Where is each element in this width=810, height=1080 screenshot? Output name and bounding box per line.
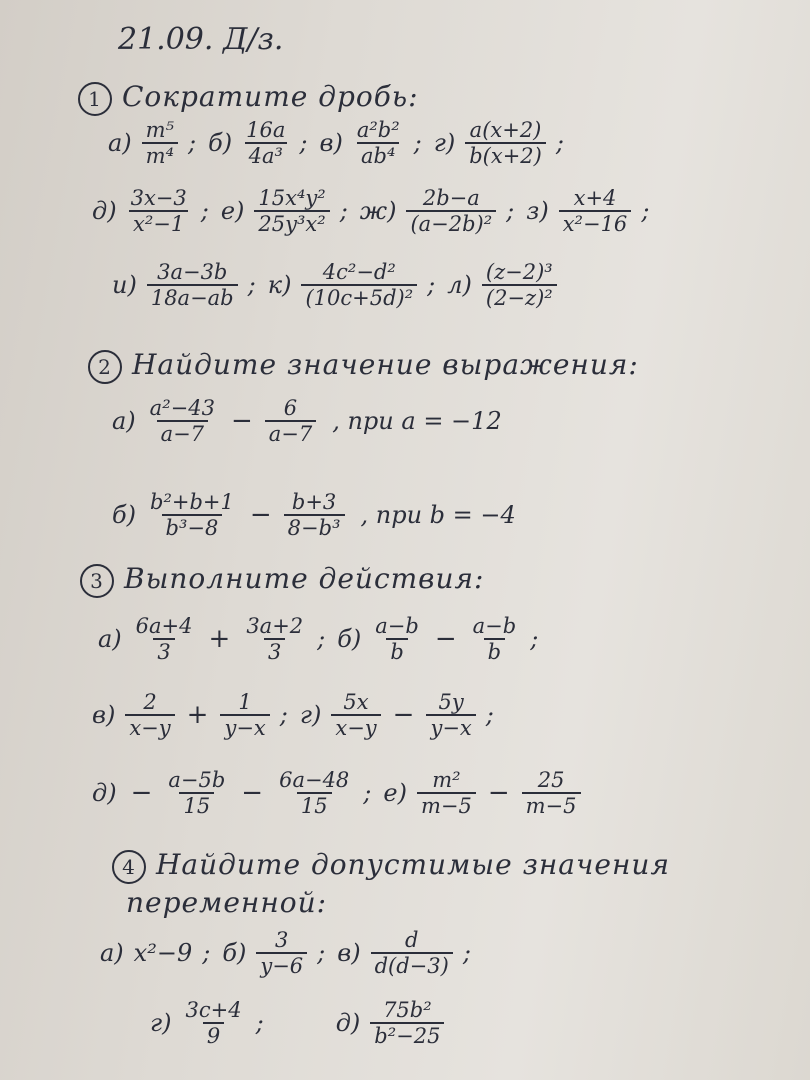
task-2-number: 2 [88,350,122,384]
task-1-title: Сократите дробь: [122,80,419,113]
task-3-title: Выполните действия: [124,562,485,595]
fraction: $\frac{1}{y-x}$ [220,690,269,740]
fraction: $\frac{2}{x-y}$ [125,690,174,740]
task-2-heading [88,348,639,384]
task-4-number: 4 [112,850,146,884]
date-heading: 21.09. Д/з. [118,22,284,57]
fraction: $\frac{b+3}{\text{8−b³}}$ [284,490,345,540]
fraction: $\frac{\text{a²b²}}{\text{ab⁴}}$ [356,118,400,169]
task-4-row-2: г) $\frac{3c+4}{9}$ ; д) $\frac{\text{75b²}}{\text{b²−25}}$ [150,998,448,1048]
task-1-heading [78,80,419,116]
fraction: $\frac{6}{a-7}$ [265,396,316,446]
item-label: б) [208,129,233,158]
fraction: $\frac{\text{m²}}{m-5}$ [417,768,476,818]
task-3-heading [80,562,484,598]
fraction: $\frac{d}{d(d-3)}$ [371,928,453,978]
fraction: $\frac{5x}{x-y}$ [331,690,380,740]
item-label: а) [112,407,136,436]
fraction: $\frac{3a-3b}{18a-ab}$ [147,260,238,310]
fraction: $\frac{x+4}{\text{x²−16}}$ [559,186,632,236]
item-label: д) [92,197,117,226]
item-label: г) [150,1009,172,1038]
task-3-row-3: д) − $\frac{a-5b}{15}$ − $\frac{6a-48}{15}$ ; е) $\frac{\text{m²}}{m-5}$ − $\frac{25}{m-5}$ [92,768,585,818]
task-2-row-2: б) $\frac{\text{b²+b+1}}{\text{b³−8}}$ − $\frac{b+3}{\text{8−b³}}$ , при b = −4 [112,490,516,541]
item-label: е) [383,779,407,808]
fraction: $\frac{\text{15x⁴y²}}{\text{25y³x²}}$ [254,186,329,236]
task-4-title: Найдите допустимые значения [156,848,670,881]
item-label: л) [447,271,472,300]
task-3-row-2: в) $\frac{2}{x-y}$ + $\frac{1}{y-x}$ ; г) $\frac{5x}{x-y}$ − $\frac{5y}{y-x}$ ; [92,690,494,741]
fraction: $\frac{3a+2}{3}$ [246,614,304,665]
fraction: $\frac{a-5b}{15}$ [168,768,226,819]
task-4-title-line-2: переменной: [126,886,328,919]
task-1-row-1: а) $\frac{\text{m⁵}}{\text{m⁴}}$ ; б) $\frac{16a}{\text{4a³}}$ ; в) $\frac{\text{a²b²}}{\text{ab⁴}}$ ; г) $\frac{a(x+2)}{b(x+2)}$ ; [108,118,564,169]
fraction: $\frac{25}{m-5}$ [522,768,581,818]
fraction: $\frac{16a}{\text{4a³}}$ [246,118,286,169]
fraction: $\frac{\text{m⁵}}{\text{m⁴}}$ [142,118,178,168]
item-label: и) [112,271,137,300]
fraction: $\frac{a-b}{b}$ [472,614,517,665]
fraction: $\frac{a-b}{b}$ [375,614,419,665]
item-label: а) [98,625,122,654]
fraction: $\frac{3}{y-6}$ [256,928,307,978]
item-label: а) [108,129,132,158]
item-label: к) [267,271,292,300]
fraction: $\frac{\text{4c²−d²}}{\text{(10c+5d)²}}$ [301,260,417,310]
condition: , при b = −4 [360,501,516,530]
item-label: ж) [359,197,397,226]
fraction: $\frac{3c+4}{9}$ [185,998,242,1049]
item-label: д) [335,1009,361,1038]
task-1-number: 1 [78,82,112,116]
item-label: з) [526,197,549,226]
task-1-row-2: д) $\frac{3x-3}{\text{x²−1}}$ ; е) $\frac{\text{15x⁴y²}}{\text{25y³x²}}$ ; ж) $\frac{2b-a}{\text{(a−2b)²}}$ ; з) $\frac{x+4}{\text{x²−16}}$ ; [92,186,650,237]
task-3-number: 3 [80,564,114,598]
item-label: в) [319,129,343,158]
task-4-heading [112,848,670,884]
item-label: а) [100,939,124,968]
fraction: $\frac{6a+4}{3}$ [135,614,193,665]
item-label: б) [337,625,362,654]
fraction: $\frac{2b-a}{\text{(a−2b)²}}$ [406,186,496,236]
fraction: $\frac{\text{b²+b+1}}{\text{b³−8}}$ [150,490,234,541]
task-1-row-3: и) $\frac{3a-3b}{18a-ab}$ ; к) $\frac{\text{4c²−d²}}{\text{(10c+5d)²}}$ ; л) $\frac{\text{(z−2)³}}{\text{(2−z)²}}$ [112,260,561,310]
condition: , при a = −12 [332,407,502,436]
fraction: $\frac{5y}{y-x}$ [426,690,475,740]
fraction: $\frac{3x-3}{\text{x²−1}}$ [130,186,187,237]
item-label: б) [222,939,247,968]
item-label: в) [337,939,361,968]
item-label: в) [92,701,116,730]
item-label: е) [220,197,245,226]
fraction: $\frac{a(x+2)}{b(x+2)}$ [465,118,546,168]
task-2-row-1: а) $\frac{\text{a²−43}}{a-7}$ − $\frac{6}{a-7}$ , при a = −12 [112,396,502,447]
fraction: $\frac{\text{a²−43}}{a-7}$ [149,396,215,447]
item-label: б) [112,501,137,530]
task-2-title: Найдите значение выражения: [132,348,639,381]
fraction: $\frac{\text{(z−2)³}}{\text{(2−z)²}}$ [482,260,557,310]
task-4-row-1: а) x²−9 ; б) $\frac{3}{y-6}$ ; в) $\frac{d}{d(d-3)}$ ; [100,928,471,979]
fraction: $\frac{\text{75b²}}{\text{b²−25}}$ [370,998,444,1048]
fraction: $\frac{6a-48}{15}$ [279,768,350,819]
expression: x²−9 [133,939,193,968]
task-3-row-1: а) $\frac{6a+4}{3}$ + $\frac{3a+2}{3}$ ; б) $\frac{a-b}{b}$ − $\frac{a-b}{b}$ ; [98,614,539,665]
item-label: г) [433,129,456,158]
item-label: г) [299,701,322,730]
item-label: д) [92,779,117,808]
